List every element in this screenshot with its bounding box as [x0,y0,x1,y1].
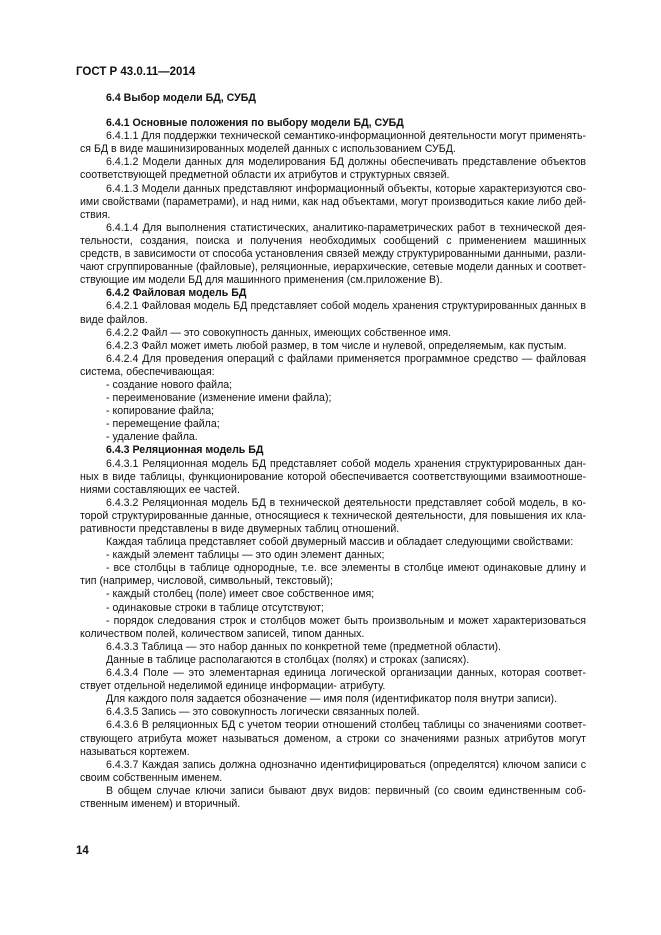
document-body [80,92,586,811]
paragraph: 6.4.3.7 Каждая запись должна однозначно идентифицироваться (определятся) ключом записи с своим собственным именем. [80,758,586,784]
paragraph-list [80,117,586,811]
paragraph: В общем случае ключи записи бывают двух видов: первичный (со своим единственным соб-ственным именем) и вторичный. [80,784,586,810]
paragraph: - создание нового файла; [106,378,233,391]
paragraph: 6.4.1.4 Для выполнения статистических, аналитико-параметрических работ в технической дея-тельности, создания, поиска и получения необходимых сообщений с применением машинных средств, в зависимости от способа установления связей между структурированными данными, разли-чают сгруппированные (файловые), реляционные, иерархические, сетевые модели данных и соответ-ствующие им модели БД для машинного применения (см.приложение В). [80,221,586,287]
paragraph: - каждый элемент таблицы — это один элемент данных; [106,549,385,562]
paragraph: 6.4.3.4 Поле — это элементарная единица логической организации данных, которая соответ-ствует отдельной неделимой единице информации- атрибуту. [80,667,586,693]
paragraph: 6.4.2.2 Файл — это совокупность данных, имеющих собственное имя. [106,326,452,339]
subsection-heading: 6.4.1 Основные положения по выбору модели БД, СУБД [106,117,404,130]
paragraph: Данные в таблице располагаются в столбцах (полях) и строках (записях). [106,653,470,666]
paragraph: 6.4.1.1 Для поддержки технической семантико-информационной деятельности могут применять-ся БД в виде машинизированных моделей данных с использованием СУБД. [80,130,586,156]
paragraph: - копирование файла; [106,405,215,418]
paragraph: 6.4.2.1 Файловая модель БД представляет собой модель хранения структурированных данных в виде файлов. [80,300,586,326]
section-title: 6.4 Выбор модели БД, СУБД [106,92,256,104]
paragraph: 6.4.3.1 Реляционная модель БД представляет собой модель хранения структурированных дан-ных в виде таблицы, функционирование которой обеспечивается соответствующими взаимоотноше-ниями составляющих ее частей. [80,457,586,496]
paragraph: 6.4.3.2 Реляционная модель БД в технической деятельности представляет собой модель, в ко-торой структурированные данные, относящиеся к технической деятельности, для повышения их кла-ративности представлены в виде двумерных таблиц отношений. [80,496,586,535]
paragraph: Для каждого поля задается обозначение — имя поля (идентификатор поля внутри записи). [106,693,558,706]
paragraph: Каждая таблица представляет собой двумерный массив и обладает следующими свойствами: [106,536,574,549]
subsection-heading: 6.4.2 Файловая модель БД [106,287,247,300]
paragraph: 6.4.3.6 В реляционных БД с учетом теории отношений столбец таблицы со значениями соответ-ствующего атрибута может называться доменом, а строки со значениями разных атрибутов могут называться кортежем. [80,719,586,758]
subsection-heading: 6.4.3 Реляционная модель БД [106,444,264,457]
paragraph: 6.4.1.2 Модели данных для моделирования БД должны обеспечивать представление объектов соответствующей предметной области их атрибутов и структурных связей. [80,156,586,182]
paragraph: - порядок следования строк и столбцов может быть произвольным и может характеризоваться количеством полей, количеством записей, типом данных. [80,614,586,640]
document-header: ГОСТ Р 43.0.11—2014 [76,66,196,78]
paragraph: - переименование (изменение имени файла); [106,392,332,405]
paragraph: 6.4.2.3 Файл может иметь любой размер, в том числе и нулевой, определяемым, как пустым. [106,339,567,352]
paragraph: - каждый столбец (поле) имеет свое собственное имя; [106,588,375,601]
paragraph: 6.4.1.3 Модели данных представляют информационный объекты, которые характеризуются сво-ими свойствами (параметрами), и над ними, как над объектами, могут производиться какие либо дей-ствия. [80,182,586,221]
page-number: 14 [76,845,89,857]
paragraph: - удаление файла. [106,431,198,444]
paragraph: - все столбцы в таблице однородные, т.е. все элементы в столбце имеют одинаковые длину и тип (например, числовой, символьный, текстовый); [80,562,586,588]
paragraph: - перемещение файла; [106,418,220,431]
paragraph: - одинаковые строки в таблице отсутствуют; [106,601,324,614]
paragraph: 6.4.3.5 Запись — это совокупность логически связанных полей. [106,706,420,719]
paragraph: 6.4.3.3 Таблица — это набор данных по конкретной теме (предметной области). [106,640,501,653]
paragraph: 6.4.2.4 Для проведения операций с файлами применяется программное средство — файловая система, обеспечивающая: [80,352,586,378]
